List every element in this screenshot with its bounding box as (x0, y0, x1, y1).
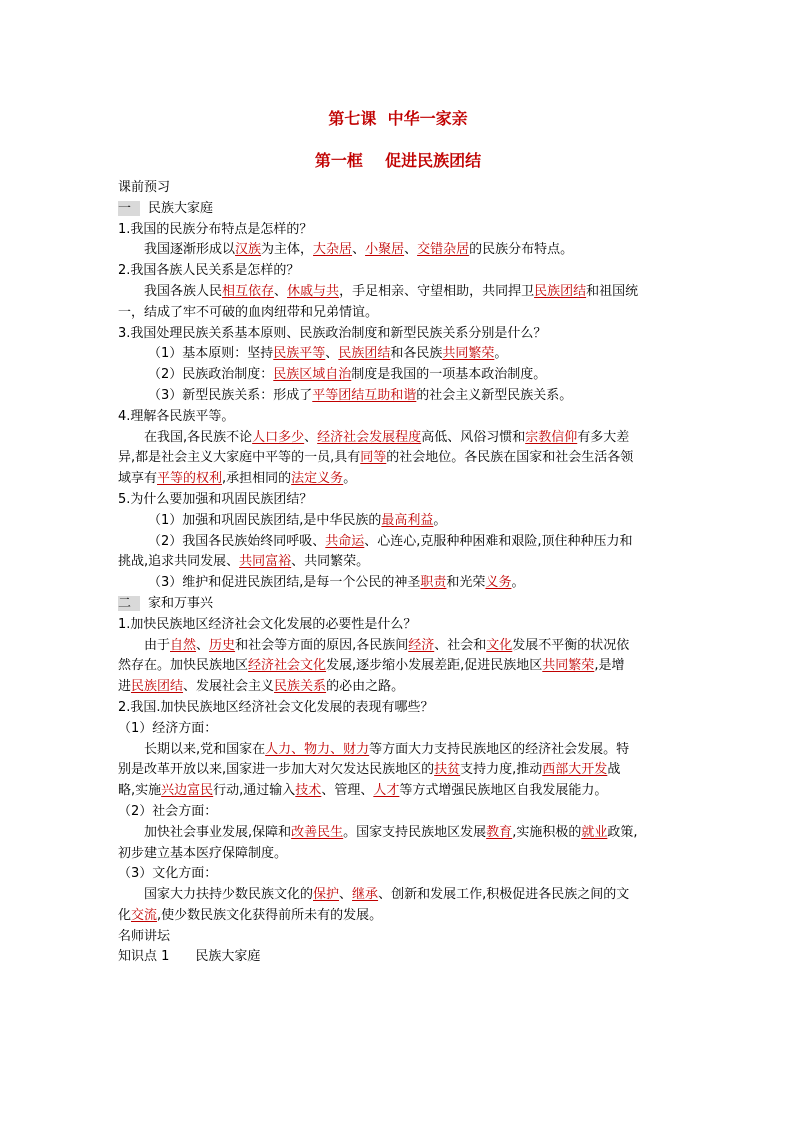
text-span: （3）新型民族关系：形成了 (148, 387, 313, 403)
text-span: 别是改革开放以来,国家进一步加大对欠发达民族地区的 (118, 762, 435, 778)
text-line (118, 636, 678, 657)
text-span: 。 (494, 346, 508, 362)
text-span: 。 (343, 471, 357, 487)
text-span: 。 (433, 512, 447, 528)
key-term: 教育 (486, 824, 513, 840)
text-span: 。 (511, 575, 525, 591)
text-span: 发展不平衡的状况依 (512, 637, 630, 653)
text-span: 课前预习 (118, 180, 171, 195)
key-term: 兴边富民 (161, 783, 214, 799)
key-term: 扶贫 (434, 762, 461, 778)
text-line (118, 407, 678, 428)
key-term: 共同繁荣 (542, 658, 595, 674)
key-term: 经济社会发展程度 (317, 429, 422, 445)
text-span: 的民族分布特点。 (469, 242, 574, 258)
text-span: 长期以来,党和国家在 (144, 741, 266, 757)
key-term: 同等 (360, 450, 387, 466)
key-term: 经济 (408, 637, 435, 653)
text-span: 行动,通过输入 (213, 783, 296, 799)
text-span: 异,都是社会主义大家庭中平等的一员,具有 (118, 450, 361, 466)
text-line (118, 448, 678, 469)
text-line (118, 656, 678, 677)
text-line (118, 802, 678, 823)
key-term: 最高利益 (381, 512, 434, 528)
text-span: ,使少数民族文化获得前所未有的发展。 (157, 907, 383, 923)
key-term: 经济社会文化 (248, 658, 327, 674)
text-line (118, 864, 678, 885)
text-span: 的社会主义新型民族关系。 (416, 387, 573, 403)
key-term: 相互依存 (222, 283, 275, 299)
key-term: 民族团结 (534, 283, 587, 299)
text-span: 4.理解各民族平等。 (118, 408, 235, 424)
text-span: 支持力度,推动 (460, 762, 543, 778)
text-line (118, 428, 678, 449)
text-line (118, 740, 678, 761)
key-term: 人才 (373, 783, 400, 799)
text-span: 一，结成了牢不可破的血肉纽带和兄弟情谊。 (118, 304, 379, 320)
text-line (118, 760, 678, 781)
key-term: 人力、物力、财力 (265, 741, 370, 757)
text-span: 、创新和发展工作,积极促进各民族之间的文 (378, 887, 630, 903)
text-span: 的必由之路。 (326, 679, 405, 695)
lesson-title: 第七课 中华一家亲 (328, 109, 468, 128)
frame-title: 第一框 促进民族团结 (314, 151, 482, 170)
text-span: 政策, (607, 824, 638, 840)
text-span: 加快社会事业发展,保障和 (144, 824, 292, 840)
text-span: 和光荣 (446, 575, 486, 591)
text-span: 知识点 1 (118, 949, 170, 965)
text-line (118, 303, 678, 324)
text-span: ,承担相同的 (222, 471, 292, 487)
text-line (118, 844, 678, 865)
key-term: 民族团结 (338, 346, 391, 362)
text-line (118, 698, 678, 719)
text-span: 然存在。加快民族地区 (118, 658, 249, 674)
text-line (118, 511, 678, 532)
key-term: 保护 (313, 887, 340, 903)
key-term: 民族区域自治 (273, 367, 352, 383)
section-heading (118, 594, 678, 615)
text-span: 、共同繁荣。 (291, 554, 370, 570)
key-term: 法定义务 (291, 471, 344, 487)
text-span: 1.我国的民族分布特点是怎样的？ (118, 221, 313, 237)
text-line (118, 823, 678, 844)
key-term: 民族团结 (131, 679, 184, 695)
text-line (118, 220, 678, 241)
text-span: （3）维护和促进民族团结,是每一个公民的神圣 (148, 575, 421, 591)
text-span: 1.加快民族地区经济社会文化发展的必要性是什么？ (118, 616, 417, 632)
text-line (118, 885, 678, 906)
section-heading (118, 199, 678, 220)
text-span: 等方面大力支持民族地区的经济社会发展。特 (369, 741, 630, 757)
key-term: 小聚居 (365, 242, 405, 258)
key-term: 平等的权利 (157, 471, 223, 487)
text-span: 2.我国.加快民族地区经济社会文化发展的表现有哪些？ (118, 699, 434, 715)
text-span: ,实施积极的 (512, 824, 582, 840)
text-span: 我国各族人民 (144, 283, 223, 299)
text-line (118, 719, 678, 740)
key-term: 交流 (131, 907, 158, 923)
key-term: 改善民生 (291, 824, 344, 840)
text-span: 我国逐渐形成以 (144, 242, 236, 258)
section-number-box: 一 (118, 201, 140, 216)
text-span: 和社会等方面的原因,各民族间 (235, 637, 409, 653)
text-span: 、社会和 (434, 637, 487, 653)
text-line (118, 552, 678, 573)
text-line (118, 532, 678, 553)
text-span: 等方式增强民族地区自我发展能力。 (399, 783, 608, 799)
text-line (118, 365, 678, 386)
text-span: 国家大力扶持少数民族文化的 (144, 887, 314, 903)
text-line (118, 344, 678, 365)
text-span: 、 (304, 429, 318, 445)
text-span: 5.为什么要加强和巩固民族团结？ (118, 491, 313, 507)
text-span: 初步建立基本医疗保障制度。 (118, 845, 288, 861)
text-line (118, 615, 678, 636)
text-line (118, 469, 678, 490)
key-term: 职责 (420, 575, 447, 591)
key-term: 交错杂居 (417, 242, 470, 258)
text-line (118, 927, 678, 948)
text-line (118, 282, 678, 303)
text-span: ,是增 (594, 658, 625, 674)
text-span: 、管理、 (321, 783, 374, 799)
text-span: 制度是我国的一项基本政治制度。 (351, 367, 547, 383)
text-span: 、 (325, 346, 339, 362)
text-span: 、 (352, 242, 366, 258)
text-line (118, 178, 678, 199)
text-span: 、 (339, 887, 353, 903)
text-span: 家和万事兴 (148, 595, 214, 611)
section-number-box: 二 (118, 596, 140, 611)
text-span: 发展,逐步缩小发展差距,促进民族地区 (326, 658, 543, 674)
text-span: 、 (196, 637, 210, 653)
text-line (118, 240, 678, 261)
key-term: 民族平等 (273, 346, 326, 362)
key-term: 宗教信仰 (525, 429, 578, 445)
key-term: 自然 (170, 637, 197, 653)
key-term: 历史 (209, 637, 236, 653)
text-span: 和各民族 (390, 346, 443, 362)
key-term: 继承 (352, 887, 379, 903)
key-term: 就业 (581, 824, 608, 840)
key-term: 民族关系 (274, 679, 327, 695)
text-span: 民族大家庭 (195, 949, 261, 965)
text-line (118, 781, 678, 802)
key-term: 汉族 (235, 242, 262, 258)
text-span: （2）民族政治制度： (148, 367, 274, 383)
key-term: 休戚与共 (287, 283, 340, 299)
text-span: 民族大家庭 (148, 200, 214, 216)
key-term: 大杂居 (313, 242, 353, 258)
text-span: 略,实施 (118, 783, 162, 799)
text-span: ，手足相亲、守望相助，共同捍卫 (339, 283, 535, 299)
key-term: 文化 (486, 637, 513, 653)
key-term: 义务 (485, 575, 512, 591)
text-span: 、心连心,克服种种困难和艰险,顶住种种压力和 (364, 533, 633, 549)
key-term: 人口多少 (252, 429, 305, 445)
text-span: （2）我国各民族始终同呼吸、 (148, 533, 326, 549)
text-span: 由于 (144, 637, 171, 653)
text-line (118, 490, 678, 511)
text-span: （1）加强和巩固民族团结,是中华民族的 (148, 512, 382, 528)
text-span: （1）经济方面： (118, 720, 218, 736)
text-line (118, 573, 678, 594)
text-line (118, 261, 678, 282)
text-span: 、 (274, 283, 288, 299)
key-term: 平等团结互助和谐 (312, 387, 417, 403)
text-span: 、发展社会主义 (183, 679, 275, 695)
text-span: 为主体， (261, 242, 314, 258)
text-span: 和祖国统 (586, 283, 639, 299)
text-span: 进 (118, 679, 132, 695)
text-span: 有多大差 (577, 429, 630, 445)
text-span: 名师讲坛 (118, 928, 171, 944)
text-span: 的社会地位。各民族在国家和社会生活各领 (386, 450, 634, 466)
key-term: 共同富裕 (239, 554, 292, 570)
text-span: （3）文化方面： (118, 866, 218, 882)
text-span: 战 (607, 762, 621, 778)
text-span: 域享有 (118, 471, 158, 487)
text-span: 在我国,各民族不论 (144, 429, 253, 445)
key-term: 共命运 (325, 533, 365, 549)
text-span: 2.我国各族人民关系是怎样的？ (118, 263, 300, 279)
text-line (118, 324, 678, 345)
key-term: 技术 (295, 783, 322, 799)
text-span: 。国家支持民族地区发展 (343, 824, 487, 840)
text-span: 高低、风俗习惯和 (421, 429, 526, 445)
text-span: 3.我国处理民族关系基本原则、民族政治制度和新型民族关系分别是什么？ (118, 325, 547, 341)
key-term: 西部大开发 (542, 762, 608, 778)
text-span: （2）社会方面： (118, 803, 218, 819)
text-line (118, 386, 678, 407)
text-span: 化 (118, 907, 132, 923)
text-line (118, 677, 678, 698)
text-line (118, 906, 678, 927)
text-line (118, 947, 678, 968)
text-span: （1）基本原则：坚持 (148, 346, 274, 362)
text-span: 、 (404, 242, 418, 258)
key-term: 共同繁荣 (442, 346, 495, 362)
document-body (118, 178, 678, 968)
text-span: 挑战,追求共同发展、 (118, 554, 240, 570)
